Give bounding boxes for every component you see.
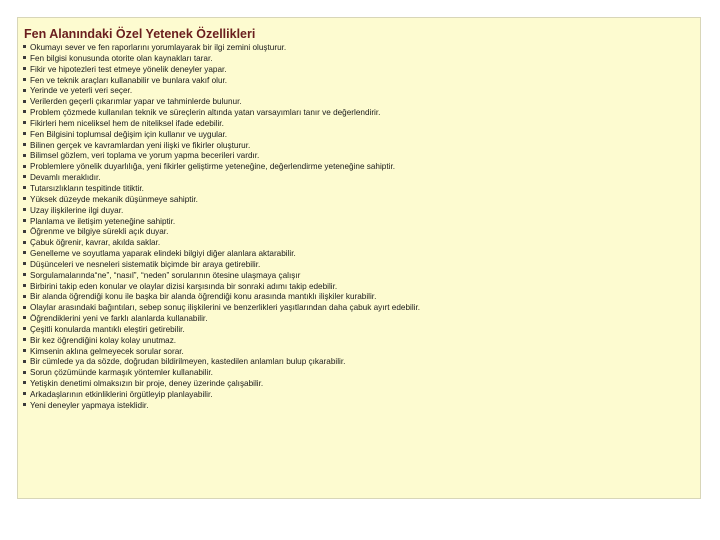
- square-bullet-icon: [23, 392, 26, 395]
- list-item: [23, 379, 693, 390]
- square-bullet-icon: [23, 273, 26, 276]
- square-bullet-icon: [23, 78, 26, 81]
- list-item-text: Düşünceleri ve nesneleri sistematik biçimde bir araya getirebilir.: [30, 259, 261, 269]
- square-bullet-icon: [23, 284, 26, 287]
- list-item-text: Sorun çözümünde karmaşık yöntemler kullanabilir.: [30, 368, 213, 378]
- list-item: [23, 97, 693, 108]
- square-bullet-icon: [23, 100, 26, 103]
- slide-title: Fen Alanındaki Özel Yetenek Özellikleri: [24, 27, 256, 41]
- list-item-text: Uzay ilişkilerine ilgi duyar.: [30, 205, 124, 215]
- list-item: [23, 303, 693, 314]
- list-item-text: Fen bilgisi konusunda otorite olan kaynakları tarar.: [30, 53, 213, 63]
- list-item: [23, 238, 693, 249]
- list-item-text: Verilerden geçerli çıkarımlar yapar ve tahminlerde bulunur.: [30, 97, 242, 107]
- list-item: [23, 43, 693, 54]
- square-bullet-icon: [23, 132, 26, 135]
- square-bullet-icon: [23, 230, 26, 233]
- list-item: [23, 141, 693, 152]
- list-item: [23, 390, 693, 401]
- list-item: [23, 325, 693, 336]
- square-bullet-icon: [23, 251, 26, 254]
- list-item-text: Çabuk öğrenir, kavrar, akılda saklar.: [30, 238, 161, 248]
- square-bullet-icon: [23, 219, 26, 222]
- square-bullet-icon: [23, 371, 26, 374]
- square-bullet-icon: [23, 165, 26, 168]
- list-item: [23, 347, 693, 358]
- square-bullet-icon: [23, 338, 26, 341]
- list-item-text: Devamlı meraklıdır.: [30, 173, 101, 183]
- list-item-text: Bilinen gerçek ve kavramlardan yeni ilişki ve fikirler oluşturur.: [30, 140, 251, 150]
- list-item-text: Çeşitli konularda mantıklı eleştiri getirebilir.: [30, 324, 185, 334]
- list-item-text: Yetişkin denetimi olmaksızın bir proje, deney üzerinde çalışabilir.: [30, 379, 264, 389]
- square-bullet-icon: [23, 306, 26, 309]
- square-bullet-icon: [23, 208, 26, 211]
- list-item: [23, 162, 693, 173]
- list-item: [23, 260, 693, 271]
- list-item: [23, 54, 693, 65]
- square-bullet-icon: [23, 327, 26, 330]
- list-item-text: Fen Bilgisini toplumsal değişim için kullanır ve uygular.: [30, 129, 228, 139]
- square-bullet-icon: [23, 67, 26, 70]
- list-item-text: Sorgulamalarında“ne”, “nasıl”, “neden” sorularının ötesine ulaşmaya çalışır: [30, 270, 301, 280]
- square-bullet-icon: [23, 262, 26, 265]
- list-item: [23, 119, 693, 130]
- list-item: [23, 357, 693, 368]
- square-bullet-icon: [23, 143, 26, 146]
- bullet-list: [23, 43, 693, 412]
- square-bullet-icon: [23, 89, 26, 92]
- list-item-text: Bilimsel gözlem, veri toplama ve yorum yapma becerileri vardır.: [30, 151, 260, 161]
- square-bullet-icon: [23, 186, 26, 189]
- list-item: [23, 227, 693, 238]
- square-bullet-icon: [23, 121, 26, 124]
- square-bullet-icon: [23, 316, 26, 319]
- list-item: [23, 401, 693, 412]
- square-bullet-icon: [23, 403, 26, 406]
- list-item-text: Fikir ve hipotezleri test etmeye yönelik deneyler yapar.: [30, 64, 227, 74]
- list-item-text: Problem çözmede kullanılan teknik ve süreçlerin altında yatan varsayımları tanır ve değerlendirir.: [30, 108, 381, 118]
- list-item-text: Yeni deneyler yapmaya isteklidir.: [30, 400, 149, 410]
- square-bullet-icon: [23, 349, 26, 352]
- square-bullet-icon: [23, 360, 26, 363]
- list-item-text: Tutarsızlıkların tespitinde titiktir.: [30, 183, 144, 193]
- list-item: [23, 217, 693, 228]
- square-bullet-icon: [23, 381, 26, 384]
- list-item-text: Yerinde ve yeterli veri seçer.: [30, 86, 133, 96]
- list-item: [23, 151, 693, 162]
- list-item-text: Fen ve teknik araçları kullanabilir ve bunlara vakıf olur.: [30, 75, 228, 85]
- list-item-text: Genelleme ve soyutlama yaparak elindeki bilgiyi diğer alanlara aktarabilir.: [30, 249, 296, 259]
- list-item-text: Bir kez öğrendiğini kolay kolay unutmaz.: [30, 335, 177, 345]
- list-item: [23, 195, 693, 206]
- list-item: [23, 108, 693, 119]
- list-item: [23, 86, 693, 97]
- square-bullet-icon: [23, 110, 26, 113]
- square-bullet-icon: [23, 197, 26, 200]
- list-item-text: Olaylar arasındaki bağıntıları, sebep sonuç ilişkilerini ve benzerlikleri yaşıtlarından daha çabuk ayırt edebilir.: [30, 303, 421, 313]
- list-item-text: Okumayı sever ve fen raporlarını yorumlayarak bir ilgi zemini oluşturur.: [30, 43, 287, 52]
- list-item: [23, 292, 693, 303]
- list-item-text: Fikirleri hem niceliksel hem de niteliksel ifade edebilir.: [30, 118, 224, 128]
- square-bullet-icon: [23, 45, 26, 48]
- list-item: [23, 271, 693, 282]
- square-bullet-icon: [23, 295, 26, 298]
- list-item-text: Yüksek düzeyde mekanik düşünmeye sahiptir.: [30, 194, 198, 204]
- list-item-text: Birbirini takip eden konular ve olaylar dizisi karşısında bir sonraki adımı takip edebilir.: [30, 281, 338, 291]
- list-item-text: Arkadaşlarının etkinliklerini örgütleyip planlayabilir.: [30, 390, 213, 399]
- list-item-text: Bir cümlede ya da sözde, doğrudan bildirilmeyen, kastedilen anlamları bulup çıkarabilir.: [30, 357, 346, 367]
- list-item: [23, 249, 693, 260]
- list-item: [23, 173, 693, 184]
- list-item: [23, 76, 693, 87]
- list-item: [23, 184, 693, 195]
- list-item-text: Problemlere yönelik duyarlılığa, yeni fikirler geliştirme yeteneğine, değerlendirme yeteneğine sahiptir.: [30, 162, 395, 172]
- square-bullet-icon: [23, 175, 26, 178]
- list-item: [23, 206, 693, 217]
- list-item-text: Öğrendiklerini yeni ve farklı alanlarda kullanabilir.: [30, 314, 208, 324]
- list-item: [23, 65, 693, 76]
- list-item-text: Planlama ve iletişim yeteneğine sahiptir.: [30, 216, 176, 226]
- list-item-text: Kimsenin aklına gelmeyecek sorular sorar.: [30, 346, 184, 356]
- list-item: [23, 314, 693, 325]
- square-bullet-icon: [23, 154, 26, 157]
- list-item: [23, 336, 693, 347]
- square-bullet-icon: [23, 241, 26, 244]
- list-item: [23, 368, 693, 379]
- list-item-text: Bir alanda öğrendiği konu ile başka bir alanda öğrendiği konu arasında mantıklı ilişkiler kurabilir.: [30, 292, 377, 302]
- list-item-text: Öğrenme ve bilgiye sürekli açık duyar.: [30, 227, 169, 237]
- square-bullet-icon: [23, 56, 26, 59]
- list-item: [23, 130, 693, 141]
- list-item: [23, 282, 693, 293]
